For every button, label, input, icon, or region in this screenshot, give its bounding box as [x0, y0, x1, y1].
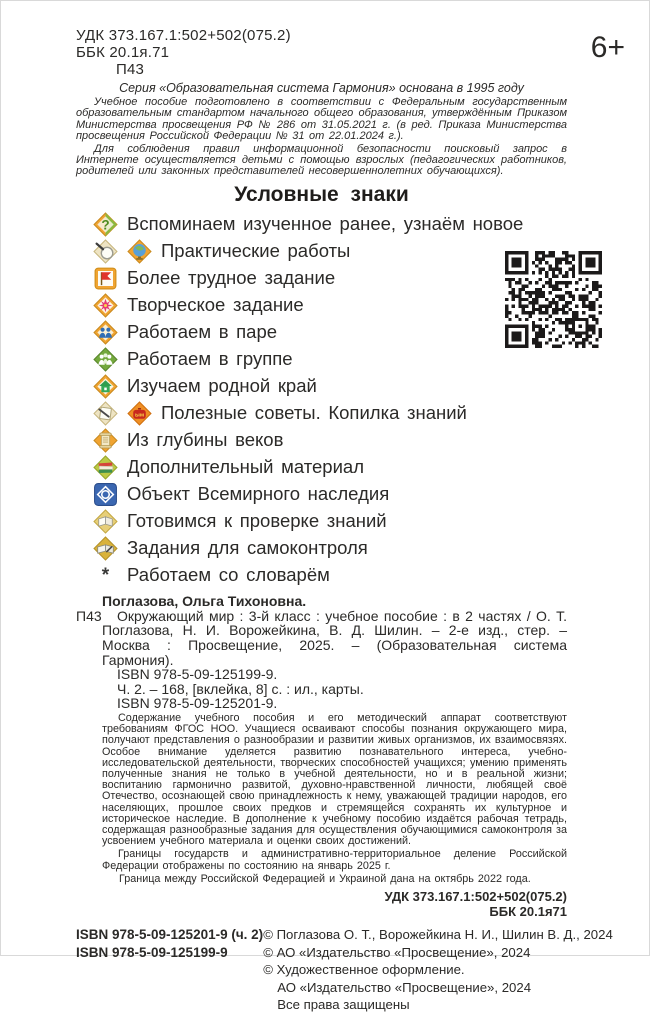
- world-heritage-icon: [93, 482, 118, 507]
- border-ukraine-note: Граница между Российской Федерацией и Украиной дана на октябрь 2022 года.: [119, 872, 531, 885]
- legend-label: Готовимся к проверке знаний: [127, 510, 387, 532]
- legend-row-region: [93, 373, 567, 400]
- legend-label: Изучаем родной край: [127, 375, 317, 397]
- legend-row-practical: [93, 238, 567, 265]
- house-icon: [93, 374, 118, 399]
- legend-row-remember: [93, 211, 567, 238]
- legend-list: [93, 211, 567, 589]
- colophon-isbn-series: ISBN 978-5-09-125199-9: [76, 944, 228, 960]
- borders-note: Границы государств и административно-территориальное деление Российской Федерации отображены по состоянию на январь 2025 г.: [102, 848, 567, 872]
- copyright-lines: [263, 926, 613, 1014]
- bibliography-block: [76, 592, 567, 885]
- colophon-isbn-part: ISBN 978-5-09-125201-9 (ч. 2): [76, 927, 264, 943]
- classification-codes: [76, 27, 567, 78]
- colophon-bbk: ББК 20.1я71: [489, 903, 567, 919]
- asterisk-icon: *: [101, 564, 110, 586]
- legend-row-dictionary: [93, 562, 567, 589]
- svg-text:?: ?: [101, 217, 110, 233]
- bibliography-entry-text: Окружающий мир : 3-й класс : учебное пособие : в 2 частях / О. Т. Поглазова, Н. И. Ворожейкина, В. Д. Шилин. – 2-е изд., стер. – Москва : Просвещение, 2025. – (Образовательная система Гармония).: [102, 607, 567, 668]
- group-people-icon: [93, 347, 118, 372]
- legend-label: Полезные советы. Копилка знаний: [161, 402, 467, 424]
- legend-label: Работаем со словарём: [127, 564, 330, 586]
- copyright-line: © Поглазова О. Т., Ворожейкина Н. И., Шилин В. Д., 2024: [263, 927, 613, 943]
- copyright-line: АО «Издательство «Просвещение», 2024: [277, 979, 532, 995]
- copyright-line: Все права защищены: [277, 997, 410, 1013]
- age-rating-badge: 6+: [590, 31, 625, 64]
- colophon-udk: УДК 373.167.1:502+502(075.2): [384, 889, 567, 905]
- legend-label: Творческое задание: [127, 294, 304, 316]
- legend-label: Работаем в паре: [127, 321, 278, 343]
- safety-note: Для соблюдения правил информационной безопасности поисковый запрос в Интернете осуществляется детьми с помощью взрослых (педагогических работников, родителей или законных представителей несовершеннолетних обучающихся).: [76, 142, 567, 178]
- magnifier-icon: [93, 239, 118, 264]
- isbn-part-line: ISBN 978-5-09-125201-9.: [117, 695, 278, 712]
- legend-row-selfcheck: [93, 535, 567, 562]
- red-flag-icon: [93, 266, 118, 291]
- copyright-line: © Художественное оформление.: [263, 962, 465, 978]
- colophon-isbns: [76, 926, 263, 1014]
- svg-text:ым: ым: [134, 412, 145, 419]
- legend-label: Задания для самоконтроля: [127, 537, 368, 559]
- legend-label: Практические работы: [161, 240, 351, 262]
- pencil-notes-icon: [93, 401, 118, 426]
- series-line: Серия «Образовательная система Гармония» основана в 1995 году: [119, 81, 524, 95]
- colophon-codes: [76, 890, 567, 919]
- udk-code: УДК 373.167.1:502+502(075.2): [76, 27, 291, 44]
- question-mark-icon: [93, 212, 118, 237]
- legend-label: Более трудное задание: [127, 267, 336, 289]
- legend-label: Из глубины веков: [127, 429, 284, 451]
- legend-label: Вспоминаем изученное ранее, узнаём новое: [127, 213, 524, 235]
- legend-row-group: [93, 346, 567, 373]
- pair-people-icon: [93, 320, 118, 345]
- author-sign-code: П43: [116, 61, 145, 78]
- annotation-text: Содержание учебного пособия и его методический аппарат соответствуют требованиям ФГОС НОО. Учащиеся осваивают способы познания окружающего мира, получают представления о разнообразии и развитии живых организмов, их взаимосвязях. Особое внимание уделяется развитию познавательного интереса, учебно-исследовательской деятельности, творческих способностей учащихся; умению применять полученные знания не только в учебной деятельности, но и в реальной жизни; воспитанию гармонично развитой, духовно-нравственной личности, любящей своё Отечество, осознающей свою принадлежность к нему, уважающей традиции народов, его населяющих, прошлое своих предков и стремящейся сохранять их культурное и историческое наследие. В дополнение к учебному пособию издаётся рабочая тетрадь, содержащая разнообразные задания для осуществления обучающимися самоконтроля за усвоением учебного материала и оценки своих достижений.: [102, 712, 567, 848]
- books-stack-icon: [93, 455, 118, 480]
- legend-row-creative: [93, 292, 567, 319]
- legend-label: Дополнительный материал: [127, 456, 364, 478]
- part-info-line: Ч. 2. – 168, [вклейка, 8] с. : ил., карты.: [117, 680, 364, 697]
- copyright-line: © АО «Издательство «Просвещение», 2024: [263, 944, 531, 960]
- open-book-icon: [93, 509, 118, 534]
- legend-label: Работаем в группе: [127, 348, 293, 370]
- bibliography-author: Поглазова, Ольга Тихоновна.: [102, 592, 307, 609]
- legend-label: Объект Всемирного наследия: [127, 483, 390, 505]
- legend-row-heritage: [93, 481, 567, 508]
- star-burst-icon: [93, 293, 118, 318]
- bibliography-entry: [76, 607, 567, 668]
- self-check-book-icon: [93, 536, 118, 561]
- isbn-series-line: ISBN 978-5-09-125199-9.: [117, 666, 278, 683]
- legend-row-tips: [93, 400, 567, 427]
- colophon-bottom: [76, 926, 613, 1014]
- legend-row-pair: [93, 319, 567, 346]
- legend-row-difficult: [93, 265, 567, 292]
- legend-row-extra: [93, 454, 567, 481]
- fgos-note: Учебное пособие подготовлено в соответствии с Федеральным государственным образовательным стандартом начального общего образования, утверждённым Приказом Министерства просвещения РФ № 286 от 31.05.2021 г. (в ред. Приказа Министерства просвещения Российской Федерации № 31 от 22.01.2024 г.).: [76, 96, 567, 143]
- bibliography-code: П43: [76, 607, 102, 624]
- qr-code: [505, 251, 602, 348]
- globe-icon: [127, 239, 152, 264]
- legend-title: Условные знаки: [234, 182, 409, 206]
- scroll-icon: [93, 428, 118, 453]
- piggy-bank-icon: [127, 401, 152, 426]
- legend-row-prepare: [93, 508, 567, 535]
- legend-row-history: [93, 427, 567, 454]
- bbk-code: ББК 20.1я.71: [76, 44, 170, 61]
